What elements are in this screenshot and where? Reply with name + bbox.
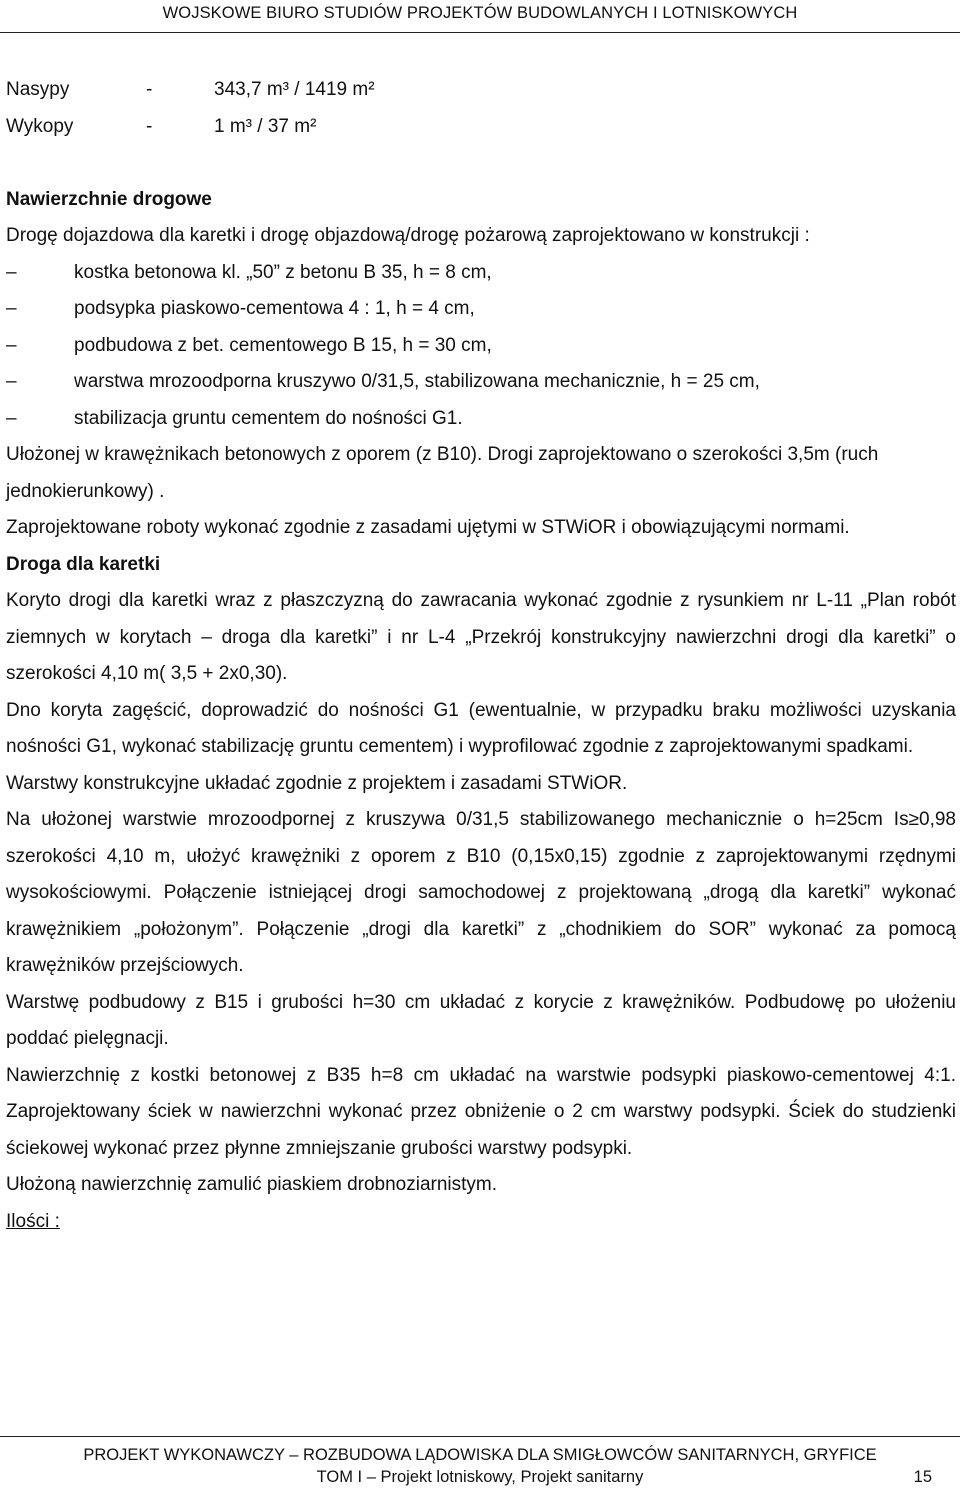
footer-line-project: PROJEKT WYKONAWCZY – ROZBUDOWA LĄDOWISKA DLA SMIGŁOWCÓW SANITARNYCH, GRYFICE [83,1446,877,1464]
paragraph: Warstwę podbudowy z B15 i grubości h=30 cm układać z korycie z krawężników. Podbudowę po ułożeniu poddać pielęgnacji. [6,991,956,1049]
paragraph: Dno koryta zagęścić, doprowadzić do nośności G1 (ewentualnie, w przypadku braku możliwości uzyskania nośności G1, wykonać stabilizację gruntu cementem) i wyprofilować zgodnie z zaprojektowanymi spadkami. [6,699,956,757]
header-divider [0,32,960,33]
list-item-text: stabilizacja gruntu cementem do nośności G1. [74,407,463,429]
section-heading-droga: Droga dla karetki [6,553,161,575]
list-item-text: podsypka piaskowo-cementowa 4 : 1, h = 4 cm, [74,298,475,319]
list-item [6,255,956,292]
footer-divider [0,1436,960,1437]
quantities-link-text: Ilości : [6,1210,60,1232]
quantity-value: 343,7 m³ / 1419 m² [214,79,375,100]
quantity-row-wykopy [6,109,956,146]
page-footer [0,1444,960,1488]
footer-volume-text: TOM I – Projekt lotniskowy, Projekt sanitarny [316,1468,644,1486]
paragraph: Ułożoną nawierzchnię zamulić piaskiem drobnoziarnistym. [6,1174,498,1195]
list-item-text: warstwa mrozoodporna kruszywo 0/31,5, stabilizowana mechanicznie, h = 25 cm, [74,371,760,392]
list-item [6,401,956,438]
dash-bullet: – [6,334,17,356]
paragraph: Warstwy konstrukcyjne układać zgodnie z projektem i zasadami STWiOR. [6,772,628,794]
section-heading-nawierzchnie: Nawierzchnie drogowe [6,188,212,210]
dash-bullet: – [6,407,17,429]
document-body [6,72,956,1240]
list-item [6,291,956,328]
list-item [6,364,956,401]
paragraph: Koryto drogi dla karetki wraz z płaszczyzną do zawracania wykonać zgodnie z rysunkiem nr L-11 „Plan robót ziemnych w korytach – droga dla karetki” i nr L-4 „Przekrój konstrukcyjny nawierzchni drogi dla karetki” o szerokości 4,10 m( 3,5 + 2x0,30). [6,590,956,684]
paragraph: Nawierzchnię z kostki betonowej z B35 h=8 cm układać na warstwie podsypki piaskowo-cementowej 4:1. Zaprojektowany ściek w nawierzchni wykonać przez obniżenie o 2 cm warstwy podsypki. Ściek do studzienki ściekowej wykonać przez płynne zmniejszanie grubości warstwy podsypki. [6,1064,956,1159]
paragraph: Zaprojektowane roboty wykonać zgodnie z zasadami ujętymi w STWiOR i obowiązującymi normami. [6,517,850,538]
dash-bullet: – [6,298,17,319]
quantity-value: 1 m³ / 37 m² [214,115,317,137]
paragraph: Ułożonej w krawężnikach betonowych z oporem (z B10). Drogi zaprojektowano o szerokości 3,5m (ruch jednokierunkowy) . [6,444,879,502]
page-header: WOJSKOWE BIURO STUDIÓW PROJEKTÓW BUDOWLANYCH I LOTNISKOWYCH [162,4,798,22]
list-item [6,328,956,365]
paragraph: Na ułożonej warstwie mrozoodpornej z kruszywa 0/31,5 stabilizowanego mechanicznie o h=25cm Is≥0,98 szerokości 4,10 m, ułożyć krawężniki z oporem z B10 (0,15x0,15) zgodnie z zaprojektowanymi rzędnymi wysokościowymi. Połączenie istniejącej drogi samochodowej z projektowaną „drogą dla karetki” wykonać krawężnikiem „położonym”. Połączenie „drogi dla karetki” z „chodnikiem do SOR” wykonać za pomocą krawężników przejściowych. [6,809,956,976]
dash-bullet: – [6,261,17,283]
quantities-link[interactable] [6,1204,956,1241]
quantity-dash: - [146,115,153,137]
quantity-label: Nasypy [6,79,70,100]
quantity-dash: - [146,79,153,100]
section-intro: Drogę dojazdowa dla karetki i drogę objazdową/drogę pożarową zaprojektowano w konstrukcji : [6,225,810,246]
page-number: 15 [913,1468,932,1486]
list-item-text: podbudowa z bet. cementowego B 15, h = 30 cm, [74,334,492,356]
footer-line-volume [0,1466,960,1488]
dash-bullet: – [6,371,17,392]
quantity-row-nasypy [6,72,956,109]
quantity-label: Wykopy [6,115,74,137]
list-item-text: kostka betonowa kl. „50” z betonu B 35, h = 8 cm, [74,261,492,283]
